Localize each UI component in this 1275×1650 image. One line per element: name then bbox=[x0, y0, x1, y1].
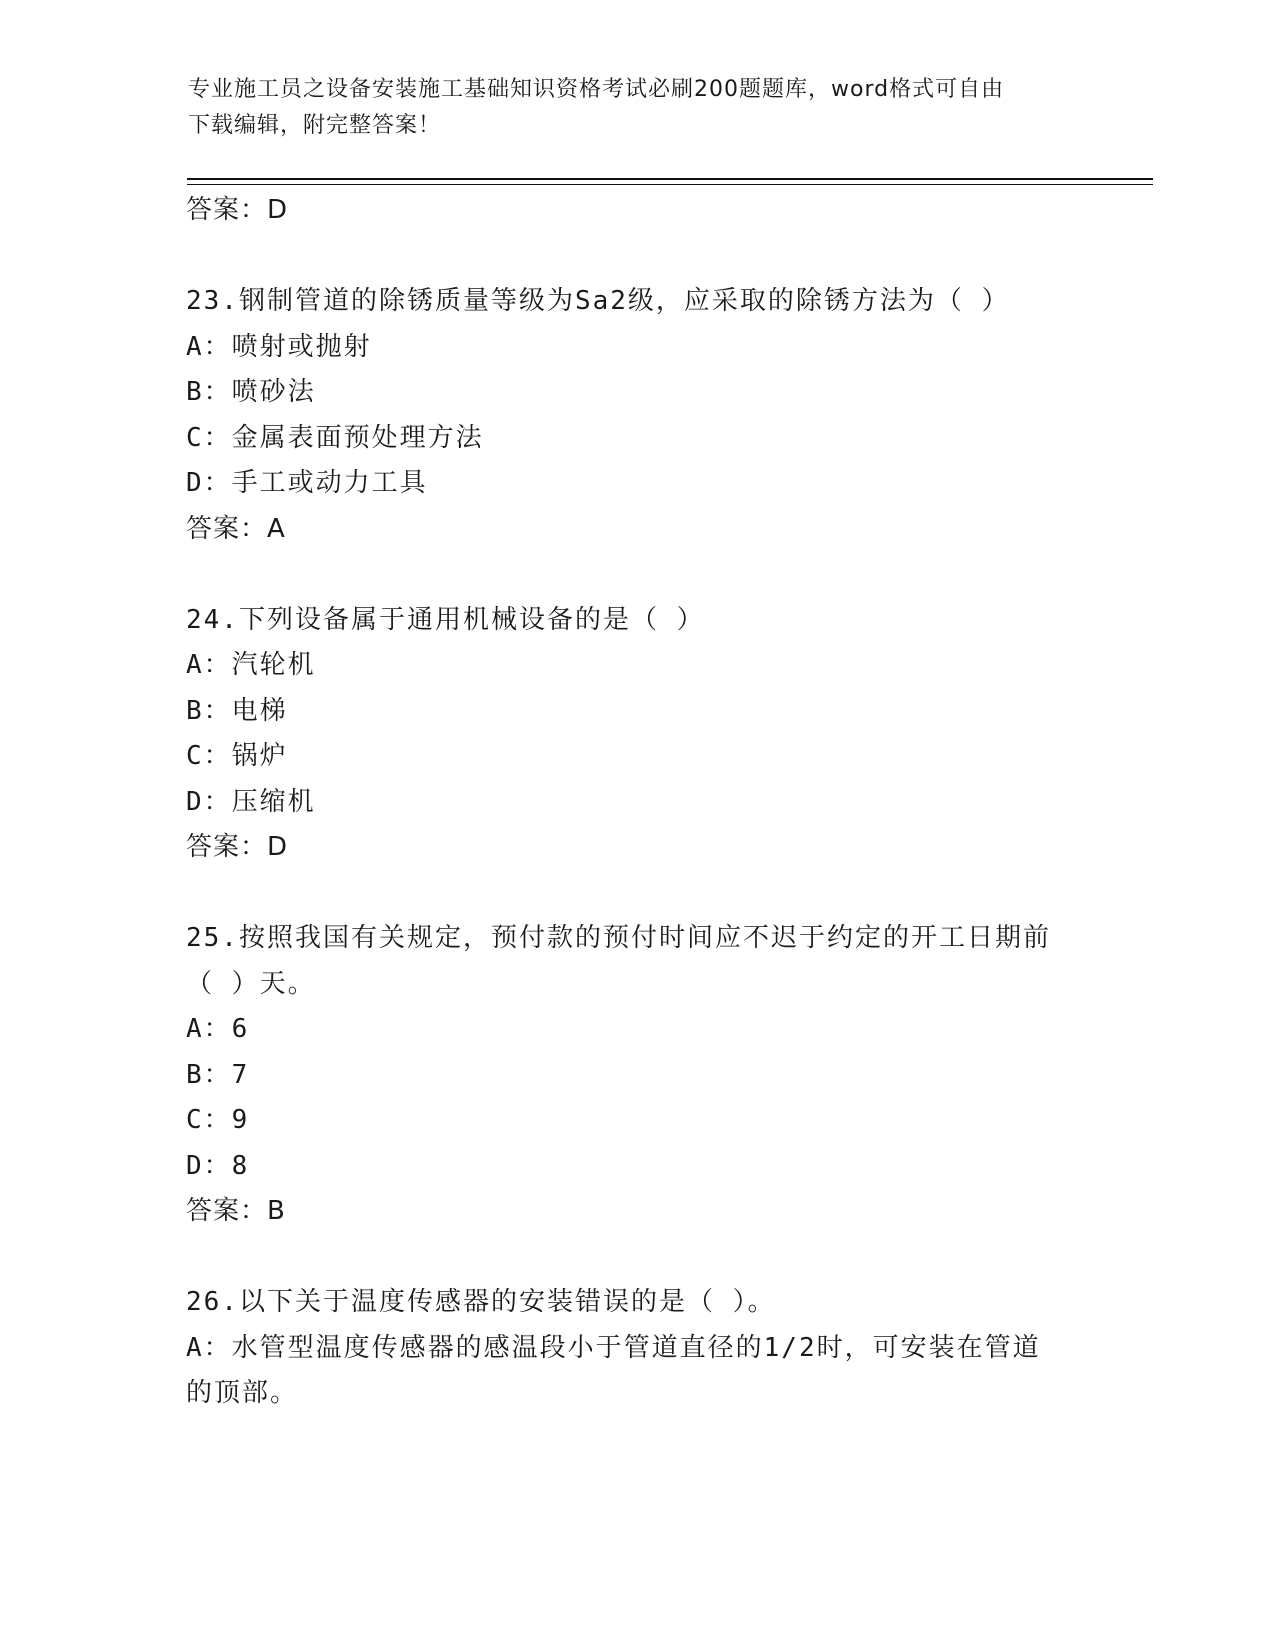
option-b: B：喷砂法 bbox=[186, 377, 316, 407]
question-stem-line-1: 25.按照我国有关规定，预付款的预付时间应不迟于约定的开工日期前 bbox=[186, 923, 1051, 953]
header-line-1: 专业施工员之设备安装施工基础知识资格考试必刷200题题库，word格式可自由 bbox=[188, 77, 1005, 102]
option-c: C：金属表面预处理方法 bbox=[186, 422, 484, 453]
answer-label: 答案：B bbox=[186, 1196, 286, 1226]
answer-label: 答案：D bbox=[186, 832, 289, 862]
answer-label: 答案：A bbox=[186, 513, 286, 544]
spacer bbox=[186, 871, 1086, 917]
answer-label: 答案：D bbox=[186, 195, 289, 225]
question-26 bbox=[186, 1280, 1086, 1417]
question-stem: 24.下列设备属于通用机械设备的是（ ） bbox=[186, 604, 705, 635]
option-b: B：电梯 bbox=[186, 695, 288, 726]
question-25 bbox=[186, 916, 1086, 1235]
question-23 bbox=[186, 279, 1086, 552]
document-header bbox=[188, 72, 1088, 144]
option-d: D：手工或动力工具 bbox=[186, 468, 428, 498]
header-divider-thin bbox=[187, 184, 1153, 185]
header-divider-thick bbox=[187, 178, 1153, 180]
option-c: C：锅炉 bbox=[186, 741, 288, 771]
spacer bbox=[186, 552, 1086, 598]
option-d: D：8 bbox=[186, 1150, 250, 1181]
option-a-line-2: 的顶部。 bbox=[186, 1378, 299, 1408]
spacer bbox=[186, 234, 1086, 280]
option-a: A：6 bbox=[186, 1014, 250, 1044]
question-24 bbox=[186, 598, 1086, 871]
spacer bbox=[186, 1235, 1086, 1281]
option-a: A：汽轮机 bbox=[186, 650, 316, 680]
header-line-2: 下载编辑，附完整答案！ bbox=[188, 113, 442, 138]
question-stem-line-2: （ ）天。 bbox=[186, 968, 316, 999]
question-list bbox=[186, 188, 1086, 1417]
option-a: A：喷射或抛射 bbox=[186, 331, 372, 362]
option-c: C：9 bbox=[186, 1105, 250, 1135]
question-stem: 23.钢制管道的除锈质量等级为Sa2级，应采取的除锈方法为（ ） bbox=[186, 286, 1010, 316]
option-d: D：压缩机 bbox=[186, 786, 316, 817]
option-a-line-1: A：水管型温度传感器的感温段小于管道直径的1/2时，可安装在管道 bbox=[186, 1332, 1041, 1363]
question-stem: 26.以下关于温度传感器的安装错误的是（ ）。 bbox=[186, 1287, 776, 1317]
option-b: B：7 bbox=[186, 1059, 250, 1090]
